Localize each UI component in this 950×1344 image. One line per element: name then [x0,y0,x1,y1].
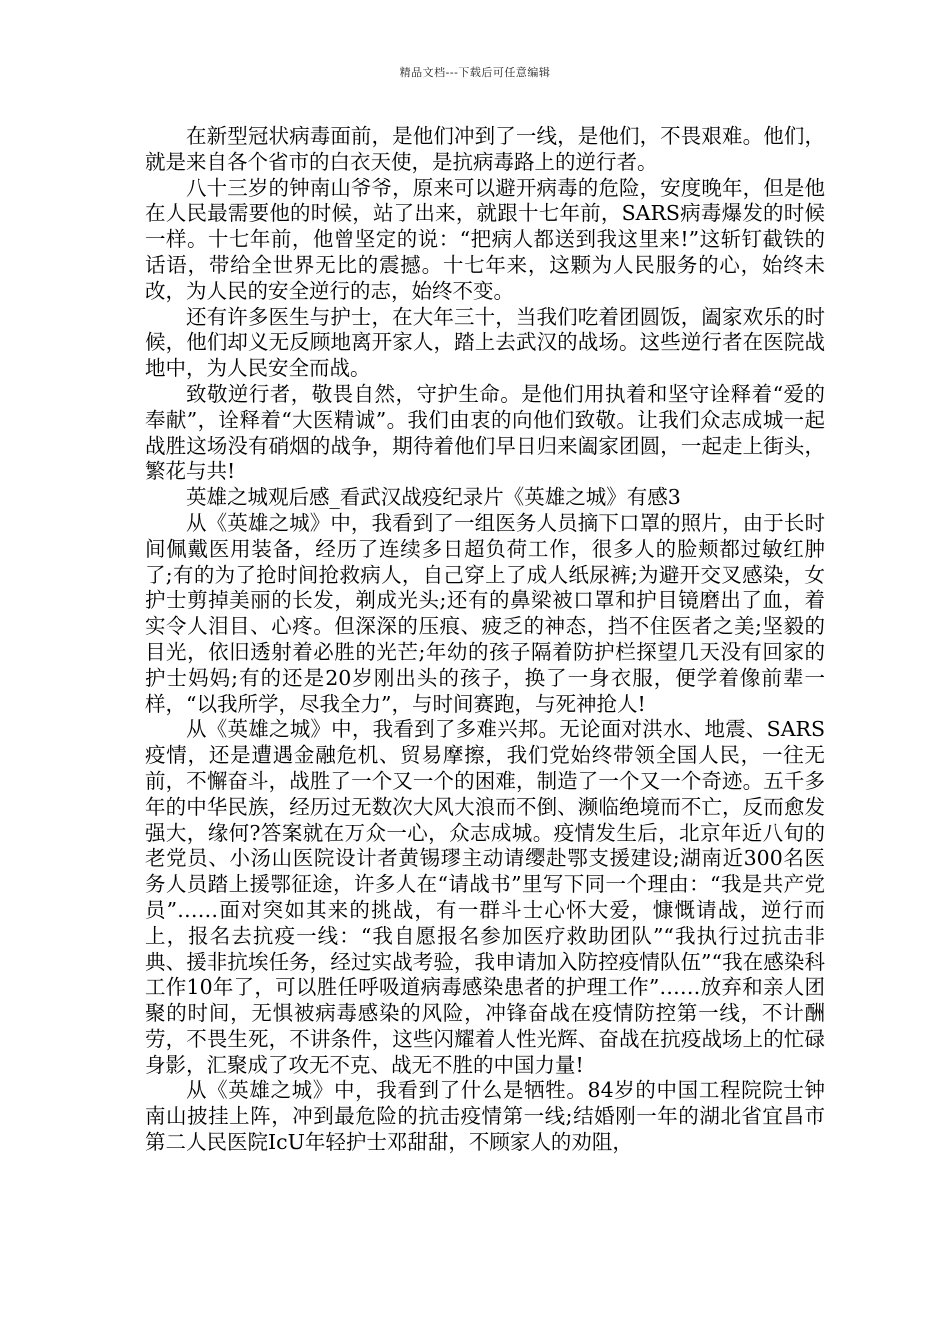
paragraph: 八十三岁的钟南山爷爷，原来可以避开病毒的危险，安度晚年，但是他在人民最需要他的时候，站了出来，就跟十七年前，SARS病毒爆发的时候一样。十七年前，他曾坚定的说：“把病人都送到我这里来!”这斩钉截铁的话语，带给全世界无比的震撼。十七年来，这颗为人民服务的心，始终未改，为人民的安全逆行的志，始终不变。 [145,175,825,303]
document-body [145,124,825,1156]
paragraph: 从《英雄之城》中，我看到了一组医务人员摘下口罩的照片，由于长时间佩戴医用装备，经历了连续多日超负荷工作，很多人的脸颊都过敏红肿了;有的为了抢时间抢救病人，自己穿上了成人纸尿裤;为避开交叉感染，女护士剪掉美丽的长发，剃成光头;还有的鼻梁被口罩和护目镜磨出了血，着实令人泪目、心疼。但深深的压痕、疲乏的神态，挡不住医者之美;坚毅的目光，依旧透射着必胜的光芒;年幼的孩子隔着防护栏探望几天没有回家的护士妈妈;有的还是20岁刚出头的孩子，换了一身衣服，便学着像前辈一样，“以我所学，尽我全力”，与时间赛跑，与死神抢人! [145,510,825,716]
paragraph: 从《英雄之城》中，我看到了什么是牺牲。84岁的中国工程院院士钟南山披挂上阵，冲到最危险的抗击疫情第一线;结婚刚一年的湖北省宜昌市第二人民医院IcU年轻护士邓甜甜，不顾家人的劝阻， [145,1078,825,1155]
paragraph: 还有许多医生与护士，在大年三十，当我们吃着团圆饭，阖家欢乐的时候，他们却义无反顾地离开家人，踏上去武汉的战场。这些逆行者在医院战地中，为人民安全而战。 [145,304,825,381]
paragraph: 致敬逆行者，敬畏自然，守护生命。是他们用执着和坚守诠释着“爱的奉献”，诠释着“大医精诚”。我们由衷的向他们致敬。让我们众志成城一起战胜这场没有硝烟的战争，期待着他们早日归来阖家团圆，一起走上街头，繁花与共! [145,381,825,484]
paragraph: 从《英雄之城》中，我看到了多难兴邦。无论面对洪水、地震、SARS疫情，还是遭遇金融危机、贸易摩擦，我们党始终带领全国人民，一往无前，不懈奋斗，战胜了一个又一个的困难，制造了一个又一个奇迹。五千多年的中华民族，经历过无数次大风大浪而不倒、濒临绝境而不亡，反而愈发强大，缘何?答案就在万众一心，众志成城。疫情发生后，北京年近八旬的老党员、小汤山医院设计者黄锡璆主动请缨赴鄂支援建设;湖南近300名医务人员踏上援鄂征途，许多人在“请战书”里写下同一个理由：“我是共产党员”……面对突如其来的挑战，有一群斗士心怀大爱，慷慨请战，逆行而上，报名去抗疫一线：“我自愿报名参加医疗救助团队”“我执行过抗击非典、援非抗埃任务，经过实战考验，我申请加入防控疫情队伍”“我在感染科工作10年了，可以胜任呼吸道病毒感染患者的护理工作”……放弃和亲人团聚的时间，无惧被病毒感染的风险，冲锋奋战在疫情防控第一线，不计酬劳，不畏生死，不讲条件，这些闪耀着人性光辉、奋战在抗疫战场上的忙碌身影，汇聚成了攻无不克、战无不胜的中国力量! [145,717,825,1077]
section-title: 英雄之城观后感_看武汉战疫纪录片《英雄之城》有感3 [186,485,681,510]
paragraph: 在新型冠状病毒面前，是他们冲到了一线，是他们，不畏艰难。他们，就是来自各个省市的白衣天使，是抗病毒路上的逆行者。 [145,124,825,174]
page-header: 精品文档---下载后可任意编辑 [399,66,551,79]
